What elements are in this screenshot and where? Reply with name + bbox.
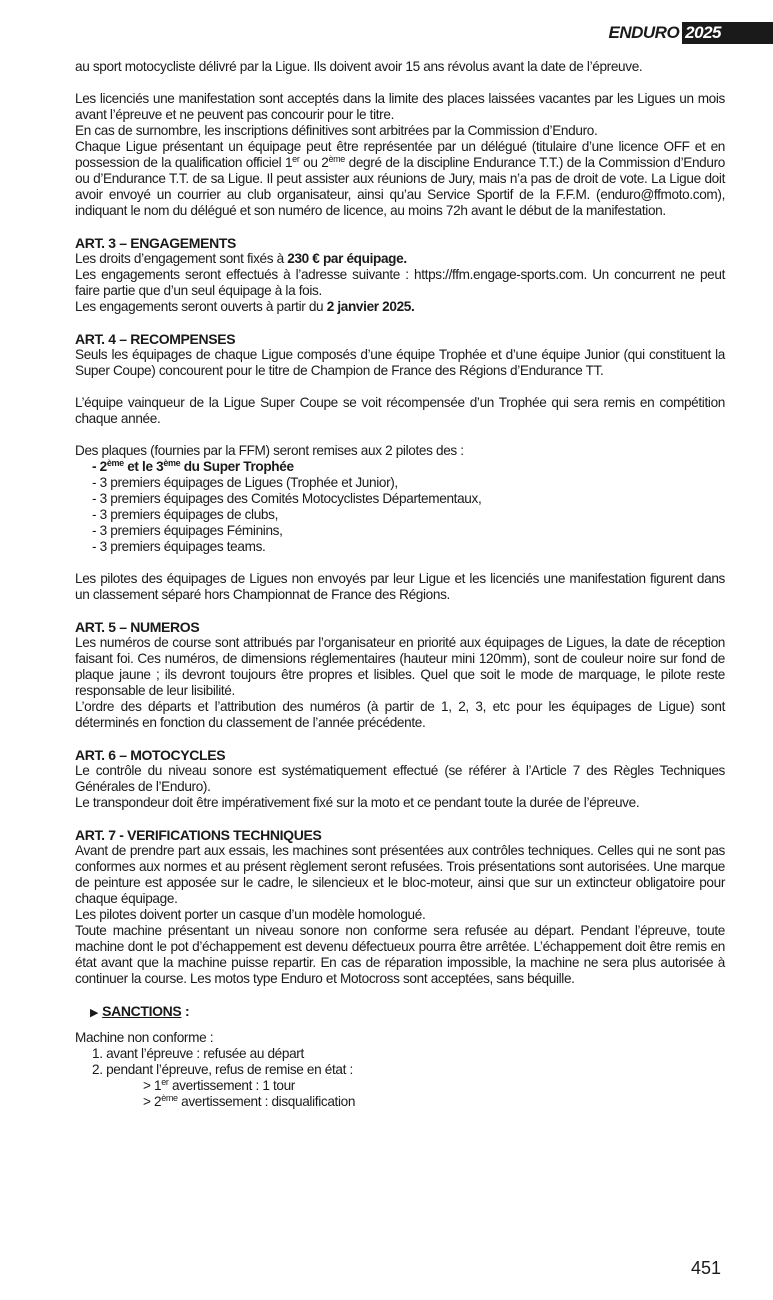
text-run: :: [181, 1003, 190, 1019]
art7-paragraph-3: Toute machine présentant un niveau sonore non conforme sera refusée au départ. Pendant l’épreuve, toute machine dont le pot d’échappement est devenu défectueux pourra être arrêtée. L’échappement doit être remis en état avant que la machine puisse repartir. En cas de réparation impossible, la machine ne sera plus autorisée à continuer la course. Les motos type Enduro et Motocross sont acceptées, sans béquille.: [75, 923, 725, 986]
list-item: - 2ème et le 3ème du Super Trophée: [92, 458, 294, 474]
art4-paragraph-2: L’équipe vainqueur de la Ligue Super Coupe se voit récompensée d’un Trophée qui sera remis en compétition chaque année.: [75, 395, 725, 426]
text-run: avertissement : 1 tour: [168, 1078, 295, 1093]
art4-paragraph-1: Seuls les équipages de chaque Ligue composés d’une équipe Trophée et d’une équipe Junior (qui constituent la Super Coupe) concourent pour le titre de Champion de France des Régions d’Endurance TT.: [75, 347, 725, 378]
sanctions-line-2: 1. avant l’épreuve : refusée au départ: [92, 1046, 304, 1061]
text-run: avertissement : disqualification: [177, 1094, 356, 1109]
header-brand: ENDURO: [608, 23, 680, 42]
text-run: 2: [99, 459, 107, 474]
superscript: er: [161, 1077, 169, 1087]
art4-title: ART. 4 – RECOMPENSES: [75, 331, 236, 347]
page-header: [609, 22, 773, 44]
sanctions-line-4: [75, 1078, 725, 1094]
engagement-fee: 230 € par équipage.: [287, 251, 407, 266]
text-run: Les droits d’engagement sont fixés à: [75, 251, 288, 266]
list-item: - 3 premiers équipages de clubs,: [92, 507, 279, 522]
art5-paragraph-2: L’ordre des départs et l’attribution des numéros (à partir de 1, 2, 3, etc pour les équipages de Ligue) sont déterminés en fonction du classement de l’année précédente.: [75, 699, 725, 730]
text-run: Chaque Ligue présentant un équipage peut être représentée par un délégué (titulaire d’une licence OFF et en possession de la qualification officiel 1: [75, 139, 725, 170]
intro-paragraph-2: Les licenciés une manifestation sont acceptés dans la limite des places laissées vacantes par les Ligues un mois avant l’épreuve et ne peuvent pas concourir pour le titre.: [75, 91, 725, 122]
document-body: [75, 59, 725, 1110]
art6-paragraph-2: Le transpondeur doit être impérativement fixé sur la moto et ce pendant toute la durée de l’épreuve.: [75, 795, 640, 810]
triangle-right-icon: ▶: [90, 1007, 99, 1019]
text-run: > 2: [143, 1094, 162, 1109]
art4-paragraph-3: Des plaques (fournies par la FFM) seront remises aux 2 pilotes des :: [75, 443, 464, 458]
art4-paragraph-4: Les pilotes des équipages de Ligues non envoyés par leur Ligue et les licenciés une manifestation figurent dans un classement séparé hors Championnat de France des Régions.: [75, 571, 725, 602]
sanctions-heading: [75, 1003, 725, 1021]
art3-line-2: Les engagements seront effectués à l’adresse suivante : https://ffm.engage-sports.com. Un concurrent ne peut faire partie que d’un seul équipage à la fois.: [75, 267, 725, 298]
header-year-badge: 2025: [682, 22, 773, 44]
list-item: - 3 premiers équipages de Ligues (Trophée et Junior),: [92, 475, 398, 490]
page-number: 451: [690, 1258, 721, 1278]
list-item: - 3 premiers équipages Féminins,: [92, 523, 283, 538]
text-run: du Super Trophée: [180, 459, 294, 474]
art7-paragraph-1: Avant de prendre part aux essais, les machines sont présentées aux contrôles techniques. Celles qui ne sont pas conformes aux normes et au présent règlement seront refusées. Trois présentations sont autorisées. Une marque de peinture est apposée sur le cadre, le silencieux et le bloc-moteur, ainsi que sur un extincteur obligatoire pour chaque équipage.: [75, 843, 725, 906]
text-run: > 1: [143, 1078, 162, 1093]
art6-paragraph-1: Le contrôle du niveau sonore est systématiquement effectué (se référer à l’Article 7 des Règles Techniques Générales de l’Enduro).: [75, 763, 725, 794]
intro-paragraph-4: [75, 139, 725, 219]
art7-paragraph-2: Les pilotes doivent porter un casque d’un modèle homologué.: [75, 907, 426, 922]
art3-title: ART. 3 – ENGAGEMENTS: [75, 235, 237, 251]
art7-title: ART. 7 - VERIFICATIONS TECHNIQUES: [75, 827, 322, 843]
superscript: ème: [161, 1093, 178, 1103]
list-item: - 3 premiers équipages teams.: [92, 539, 266, 554]
sanctions-line-3: 2. pendant l’épreuve, refus de remise en état :: [92, 1062, 353, 1077]
superscript: ème: [106, 458, 124, 468]
art3-line-1: [75, 251, 725, 267]
intro-paragraph-1: au sport motocycliste délivré par la Ligue. Ils doivent avoir 15 ans révolus avant la date de l’épreuve.: [75, 59, 643, 74]
art5-paragraph-1: Les numéros de course sont attribués par l’organisateur en priorité aux équipages de Ligues, la date de réception faisant foi. Ces numéros, de dimensions réglementaires (hauteur mini 120mm), sont de couleur noire sur fond de plaque jaune ; ils devront toujours être propres et lisibles. Quel que soit le mode de marquage, le pilote reste responsable de leur lisibilité.: [75, 635, 725, 698]
opening-date: 2 janvier 2025.: [326, 299, 415, 314]
text-run: degré de la discipline Endurance T.T.) de la Commission d’Enduro ou d’Endurance T.T. de sa Ligue. Il peut assister aux réunions de Jury, mais n’a pas de droit de vote. La Ligue doit avoir envoyé un courrier au club organisateur, ainsi qu’au Service Sportif de la F.F.M. (enduro@ffmoto.com), indiquant le nom du délégué et son numéro de licence, au moins 72h avant le début de la manifestation.: [75, 155, 725, 218]
sanctions-line-5: [75, 1094, 725, 1110]
art6-title: ART. 6 – MOTOCYCLES: [75, 747, 226, 763]
list-item: - 3 premiers équipages des Comités Motocyclistes Départementaux,: [92, 491, 482, 506]
sanctions-label: SANCTIONS: [102, 1003, 182, 1019]
intro-paragraph-3: En cas de surnombre, les inscriptions définitives sont arbitrées par la Commission d’Enduro.: [75, 123, 598, 138]
superscript: ème: [163, 458, 181, 468]
text-run: et le 3: [123, 459, 164, 474]
superscript: er: [292, 154, 300, 164]
art5-title: ART. 5 – NUMEROS: [75, 619, 200, 635]
superscript: ème: [328, 154, 345, 164]
sanctions-line-1: Machine non conforme :: [75, 1030, 214, 1045]
awards-list: [75, 459, 725, 555]
text-run: Les engagements seront ouverts à partir du: [75, 299, 327, 314]
text-run: ou 2: [299, 155, 329, 170]
art3-line-3: [75, 299, 725, 315]
